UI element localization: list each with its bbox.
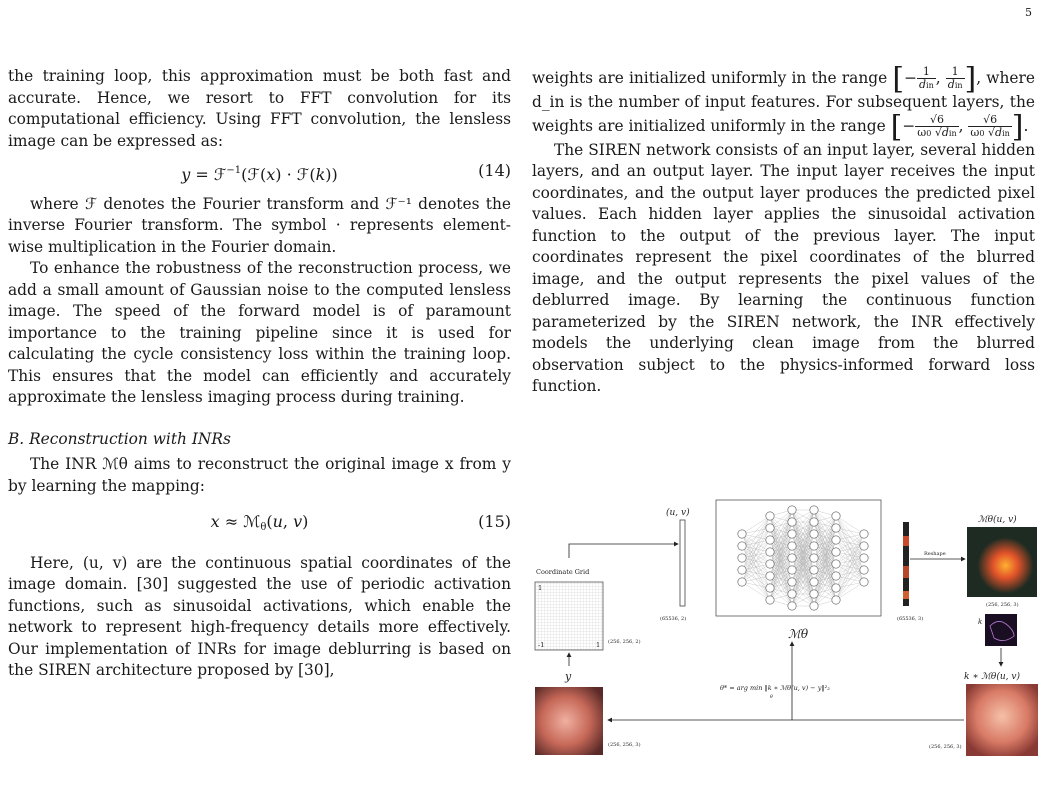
network-node bbox=[860, 578, 868, 586]
network-node bbox=[766, 512, 774, 520]
kernel-label: k bbox=[978, 618, 983, 626]
input-vector-shape: (65536, 2) bbox=[660, 616, 687, 622]
network-node bbox=[810, 578, 818, 586]
input-vector bbox=[680, 520, 685, 606]
paragraph-5: Here, (u, v) are the continuous spatial coordinates of the image domain. [30] suggested the use of periodic activation functions, such as sinusoidal activations, which enable the network to represent high-frequency details more effectively. Our implementation of INRs for image deblurring is based on the SIREN architecture proposed by [30], bbox=[8, 553, 511, 679]
network-node bbox=[788, 530, 796, 538]
y-label: y bbox=[565, 670, 572, 683]
output-vector-segment bbox=[903, 591, 909, 599]
network-node bbox=[832, 524, 840, 532]
network-node bbox=[788, 602, 796, 610]
equation-14-number: (14) bbox=[478, 161, 511, 180]
grid-top-left-label: 1 bbox=[538, 584, 543, 592]
network-node bbox=[832, 548, 840, 556]
output-image bbox=[967, 527, 1037, 597]
equation-15-number: (15) bbox=[478, 512, 511, 531]
network-node bbox=[860, 530, 868, 538]
network-node bbox=[810, 518, 818, 526]
network-node bbox=[766, 560, 774, 568]
network-node bbox=[766, 596, 774, 604]
equation-15 bbox=[8, 511, 511, 539]
convolved-image-shape: (256, 256, 3) bbox=[929, 744, 962, 750]
objective-equation: θ* = arg min ‖k ∗ ℳθ(u, v) − y‖²₂ bbox=[720, 684, 830, 692]
uv-label: (u, v) bbox=[666, 508, 690, 518]
output-vector-shape: (65536, 3) bbox=[897, 616, 924, 622]
network-node bbox=[788, 590, 796, 598]
reshape-label: Reshape bbox=[924, 551, 946, 557]
section-heading: B. Reconstruction with INRs bbox=[8, 429, 231, 448]
network-node bbox=[788, 578, 796, 586]
network-node bbox=[738, 566, 746, 574]
output-vector-segment bbox=[903, 536, 909, 546]
equation-14-body: y = ℱ$^{-1}$(ℱ(x) · ℱ(k)) bbox=[181, 165, 338, 184]
equation-14 bbox=[8, 160, 511, 186]
network-node bbox=[810, 506, 818, 514]
network-node bbox=[788, 518, 796, 526]
right-column bbox=[532, 61, 1035, 398]
network-node bbox=[810, 554, 818, 562]
network-node bbox=[788, 566, 796, 574]
pipeline-diagram bbox=[520, 496, 1042, 768]
grid-bottom-right-label: 1 bbox=[596, 641, 601, 649]
equation-15-body: x ≈ ℳ$_\theta$(u, v) bbox=[210, 512, 309, 533]
grid-to-vector-arrow bbox=[569, 544, 678, 558]
output-vector-segment bbox=[903, 566, 909, 578]
output-image-shape: (256, 256, 3) bbox=[986, 602, 1019, 608]
network-node bbox=[860, 542, 868, 550]
paragraph-3: To enhance the robustness of the reconstruction process, we add a small amount of Gaussian noise to the computed lensless image. The speed of the forward model is of paramount importance to the training pipeline since it is used for calculating the cycle consistency loss within the training loop. This ensures that the model can efficiently and accurately approximate the lensless imaging process during training. bbox=[8, 259, 511, 406]
objective-subscript: θ bbox=[770, 695, 773, 700]
network-node bbox=[810, 590, 818, 598]
coordinate-grid bbox=[535, 582, 603, 650]
network-node bbox=[832, 536, 840, 544]
paragraph-r1-a: weights are initialized uniformly in the range bbox=[532, 69, 888, 87]
model-label: ℳθ bbox=[788, 627, 809, 641]
network-node bbox=[832, 596, 840, 604]
coordinate-grid-label: Coordinate Grid bbox=[536, 568, 590, 576]
network-node bbox=[788, 542, 796, 550]
paragraph-r1-b: where d_in is the number of input features. For subsequent layers, the weights are initialized uniformly in the range bbox=[532, 69, 1035, 135]
convolved-label: k ∗ ℳθ(u, v) bbox=[964, 672, 1020, 682]
network-node bbox=[788, 506, 796, 514]
network-node bbox=[738, 530, 746, 538]
page-number: 5 bbox=[1025, 6, 1032, 19]
network-node bbox=[738, 578, 746, 586]
left-column bbox=[8, 66, 511, 682]
paragraph-2: where ℱ denotes the Fourier transform and ℱ⁻¹ denotes the inverse Fourier transform. The symbol · represents element-wise multiplication in the Fourier domain. bbox=[8, 194, 511, 256]
network-node bbox=[766, 536, 774, 544]
network-node bbox=[810, 530, 818, 538]
network-node bbox=[860, 566, 868, 574]
network-node bbox=[788, 554, 796, 562]
convolved-output-image bbox=[966, 684, 1038, 756]
network-node bbox=[766, 548, 774, 556]
network-node bbox=[832, 572, 840, 580]
paragraph-r1 bbox=[532, 61, 1035, 144]
network-node bbox=[738, 554, 746, 562]
network-node bbox=[832, 560, 840, 568]
lensless-measurement-image bbox=[535, 687, 603, 755]
network-node bbox=[860, 554, 868, 562]
network-node bbox=[810, 602, 818, 610]
network-node bbox=[832, 584, 840, 592]
network-node bbox=[766, 524, 774, 532]
y-image-shape: (256, 256, 3) bbox=[608, 742, 641, 748]
range-subsequent-layers: [− $\frac{√6}{\text{ω0 √din}}$ , $\frac{√6}{\text{ω0 √din}}$ ]. bbox=[890, 108, 1029, 144]
paragraph-4: The INR ℳθ aims to reconstruct the original image x from y by learning the mapping: bbox=[8, 455, 511, 495]
pipeline-figure bbox=[520, 496, 1042, 768]
network-node bbox=[766, 584, 774, 592]
grid-bottom-left-label: -1 bbox=[538, 641, 545, 649]
grid-shape-label: (256, 256, 2) bbox=[608, 639, 641, 645]
network-node bbox=[810, 542, 818, 550]
paragraph-1: the training loop, this approximation must be both fast and accurate. Hence, we resort to FFT convolution for its computational efficiency. Using FFT convolution, the lensless image can be expressed as: bbox=[8, 67, 511, 150]
network-node bbox=[810, 566, 818, 574]
network-node bbox=[832, 512, 840, 520]
network-node bbox=[738, 542, 746, 550]
paragraph-r2: The SIREN network consists of an input layer, several hidden layers, and an output layer. The input layer receives the input coordinates, and the output layer produces the predicted pixel values. Each hidden layer applies the sinusoidal activation function to the output of the previous layer. The input coordinates represent the pixel coordinates of the blurred image, and the output represents the pixel values of the deblurred image. By learning the continuous function parameterized by the SIREN network, the INR effectively models the underlying clean image from the blurred observation subject to the physics-informed forward loss function. bbox=[532, 140, 1035, 395]
range-first-layer: [− $\frac{1}{\text{din}}$ , $\frac{1}{\text{din}}$ ], bbox=[892, 61, 982, 97]
network-node bbox=[766, 572, 774, 580]
output-image-label: ℳθ(u, v) bbox=[978, 515, 1017, 525]
